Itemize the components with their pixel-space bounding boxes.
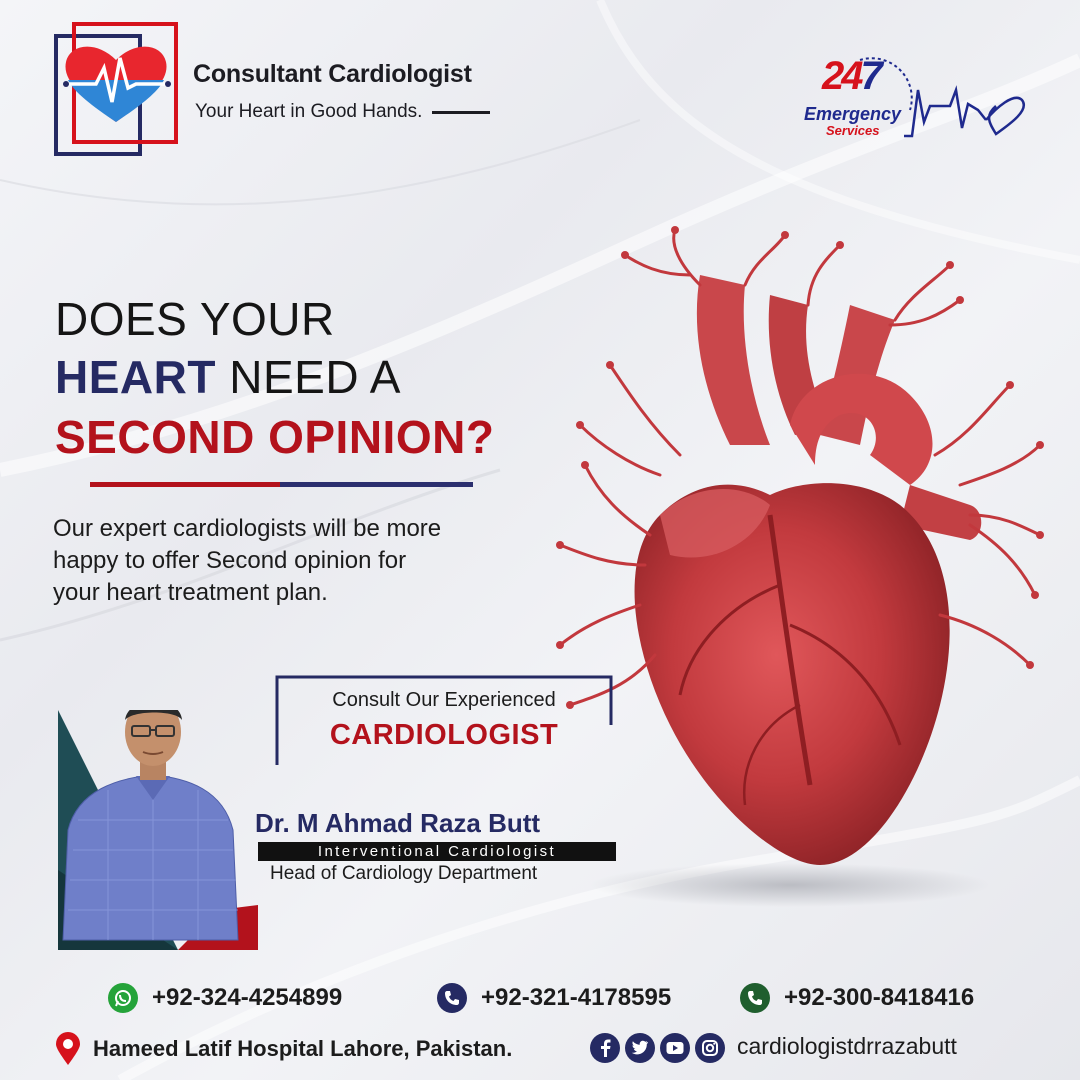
location-pin-icon: [55, 1032, 81, 1066]
doctor-name: Dr. M Ahmad Raza Butt: [255, 808, 541, 838]
headline-divider: [90, 482, 473, 487]
social-icons: [590, 1033, 725, 1063]
heart-logo-icon: [52, 22, 180, 158]
whatsapp-icon: [108, 983, 138, 1013]
contact-number: +92-324-4254899: [152, 984, 343, 1011]
contact-2[interactable]: [437, 983, 671, 1013]
emergency-badge: [800, 50, 1030, 145]
headline-line-2-rest: NEED A: [215, 351, 401, 403]
doctor-photo: [58, 710, 258, 950]
consult-line-1: Consult Our Experienced: [332, 689, 556, 711]
consult-card: [275, 675, 613, 767]
consult-line-2: CARDIOLOGIST: [329, 719, 559, 751]
doctor-avatar: [58, 710, 258, 950]
headline-line-2: [55, 350, 401, 404]
headline-line-3: SECOND OPINION?: [55, 411, 495, 463]
emergency-sub: Services: [826, 123, 880, 138]
doctor-role: Interventional Cardiologist: [258, 842, 616, 861]
whatsapp-icon: [740, 983, 770, 1013]
headline-line-1: DOES YOUR: [55, 293, 335, 345]
instagram-icon[interactable]: [695, 1033, 725, 1063]
contact-number: +92-321-4178595: [481, 984, 672, 1011]
tagline-dash: [432, 111, 490, 114]
facebook-icon[interactable]: [590, 1033, 620, 1063]
address[interactable]: [55, 1032, 512, 1066]
contact-3[interactable]: [740, 983, 974, 1013]
brand-tagline: [195, 101, 490, 123]
twitter-icon[interactable]: [625, 1033, 655, 1063]
headline-highlight: HEART: [55, 351, 216, 403]
youtube-icon[interactable]: [660, 1033, 690, 1063]
body-text: Our expert cardiologists will be more happy to offer Second opinion for your heart treatment plan.: [53, 515, 442, 606]
brand-title: Consultant Cardiologist: [193, 60, 472, 88]
emergency-24-7: 247: [822, 54, 880, 98]
doctor-department: Head of Cardiology Department: [270, 863, 538, 884]
emergency-label: Emergency: [804, 104, 902, 124]
brand-tagline-text: Your Heart in Good Hands.: [195, 101, 423, 122]
contact-1[interactable]: [108, 983, 342, 1013]
phone-icon: [437, 983, 467, 1013]
address-text: Hameed Latif Hospital Lahore, Pakistan.: [93, 1036, 513, 1061]
contact-number: +92-300-8418416: [784, 984, 975, 1011]
social-handle[interactable]: cardiologistdrrazabutt: [737, 1033, 957, 1059]
